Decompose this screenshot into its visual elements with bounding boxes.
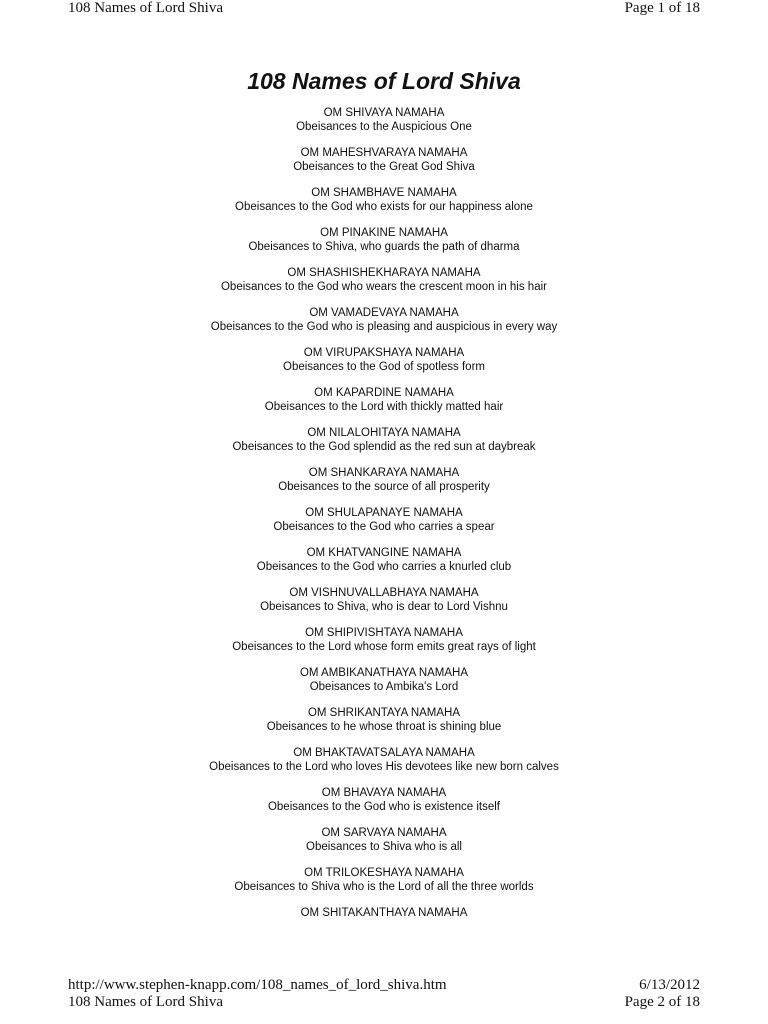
page-footer-date: 6/13/2012 [639, 977, 700, 993]
name-entry [0, 226, 768, 254]
mantra-text: OM BHAKTAVATSALAYA NAMAHA [293, 747, 475, 759]
meaning-text: Obeisances to Shiva who is all [306, 841, 462, 853]
name-entry [0, 826, 768, 854]
name-entry [0, 266, 768, 294]
meaning-text: Obeisances to the Great God Shiva [293, 161, 475, 173]
meaning-text: Obeisances to the God who exists for our happiness alone [235, 201, 533, 213]
mantra-text: OM SHASHISHEKHARAYA NAMAHA [287, 267, 481, 279]
name-entry [0, 346, 768, 374]
mantra-text: OM SARVAYA NAMAHA [321, 827, 447, 839]
meaning-text: Obeisances to the Auspicious One [296, 121, 472, 133]
mantra-text: OM TRILOKESHAYA NAMAHA [304, 867, 464, 879]
name-entry [0, 146, 768, 174]
name-entry [0, 706, 768, 734]
name-entry [0, 106, 768, 134]
name-entry [0, 386, 768, 414]
name-entry [0, 426, 768, 454]
mantra-text: OM SHIPIVISHTAYA NAMAHA [305, 627, 463, 639]
meaning-text: Obeisances to Shiva, who is dear to Lord Vishnu [260, 601, 508, 613]
meaning-text: Obeisances to the Lord with thickly matted hair [264, 401, 504, 413]
name-entry [0, 786, 768, 814]
meaning-text: Obeisances to Ambika's Lord [309, 681, 459, 693]
mantra-text: OM SHANKARAYA NAMAHA [308, 467, 460, 479]
name-entry [0, 666, 768, 694]
name-entry [0, 626, 768, 654]
mantra-text: OM AMBIKANATHAYA NAMAHA [299, 667, 469, 679]
meaning-text: Obeisances to the Lord who loves His devotees like new born calves [209, 761, 559, 773]
meaning-text: Obeisances to the God who wears the crescent moon in his hair [220, 281, 547, 293]
mantra-text: OM SHITAKANTHAYA NAMAHA [300, 907, 468, 919]
next-page-header-title: 108 Names of Lord Shiva [68, 994, 223, 1010]
name-entry [0, 186, 768, 214]
meaning-text: Obeisances to the God who carries a knurled club [256, 561, 512, 573]
page-header-page-number: Page 1 of 18 [624, 0, 700, 16]
name-entry [0, 506, 768, 534]
meaning-text: Obeisances to the God splendid as the red sun at daybreak [232, 441, 536, 453]
mantra-text: OM NILALOHITAYA NAMAHA [307, 427, 461, 439]
name-entry [0, 466, 768, 494]
meaning-text: Obeisances to the Lord whose form emits great rays of light [232, 641, 536, 653]
meaning-text: Obeisances to Shiva, who guards the path of dharma [248, 241, 520, 253]
mantra-text: OM KHATVANGINE NAMAHA [306, 547, 462, 559]
names-list [0, 106, 768, 932]
document-title: 108 Names of Lord Shiva [247, 68, 521, 94]
mantra-text: OM PINAKINE NAMAHA [320, 227, 448, 239]
mantra-text: OM SHRIKANTAYA NAMAHA [307, 707, 461, 719]
meaning-text: Obeisances to the God who carries a spear [273, 521, 495, 533]
meaning-text: Obeisances to he whose throat is shining blue [266, 721, 502, 733]
meaning-text: Obeisances to the God who is existence itself [267, 801, 501, 813]
name-entry [0, 546, 768, 574]
meaning-text: Obeisances to the source of all prosperity [278, 481, 490, 493]
meaning-text: Obeisances to Shiva who is the Lord of all the three worlds [234, 881, 534, 893]
mantra-text: OM BHAVAYA NAMAHA [321, 787, 447, 799]
mantra-text: OM VIRUPAKSHAYA NAMAHA [303, 347, 465, 359]
mantra-text: OM KAPARDINE NAMAHA [314, 387, 454, 399]
name-entry [0, 866, 768, 894]
page-footer-url[interactable]: http://www.stephen-knapp.com/108_names_of_lord_shiva.htm [68, 977, 447, 993]
mantra-text: OM SHAMBHAVE NAMAHA [311, 187, 457, 199]
page-header-title: 108 Names of Lord Shiva [68, 0, 223, 16]
name-entry [0, 906, 768, 920]
mantra-text: OM MAHESHVARAYA NAMAHA [300, 147, 468, 159]
mantra-text: OM VISHNUVALLABHAYA NAMAHA [289, 587, 479, 599]
name-entry [0, 306, 768, 334]
meaning-text: Obeisances to the God of spotless form [283, 361, 485, 373]
next-page-header-page-number: Page 2 of 18 [624, 994, 700, 1010]
mantra-text: OM VAMADEVAYA NAMAHA [309, 307, 459, 319]
name-entry [0, 586, 768, 614]
mantra-text: OM SHULAPANAYE NAMAHA [305, 507, 463, 519]
mantra-text: OM SHIVAYA NAMAHA [323, 107, 445, 119]
name-entry [0, 746, 768, 774]
meaning-text: Obeisances to the God who is pleasing and auspicious in every way [210, 321, 558, 333]
